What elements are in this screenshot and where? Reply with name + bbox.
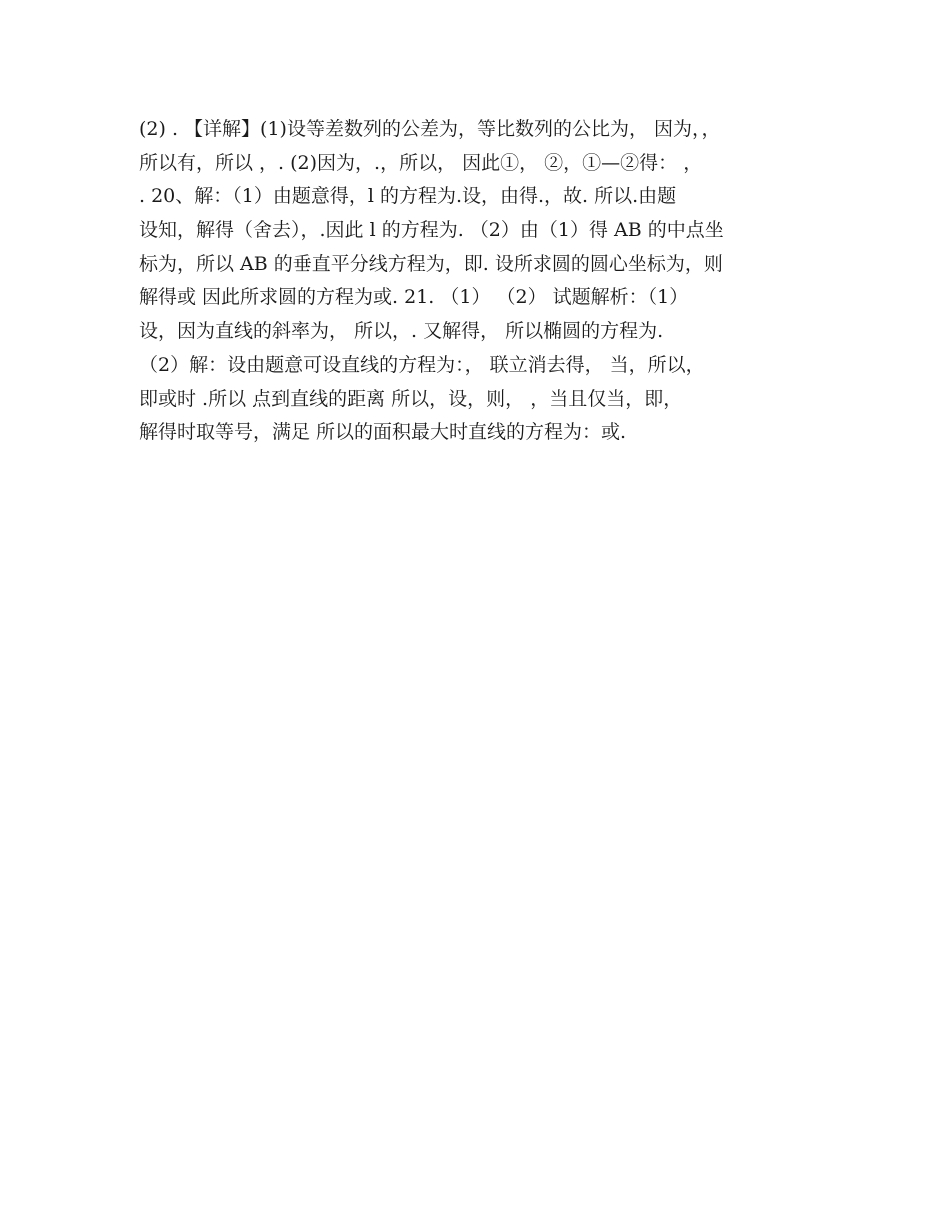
solution-text	[139, 113, 829, 450]
text-line-8: （2）解：设由题意可设直线的方程为：， 联立消去得， 当，所以，	[139, 353, 705, 376]
text-line-6: 解得或 因此所求圆的方程为或. 21. （1） （2） 试题解析：（1）	[139, 286, 689, 309]
text-line-10: 解得时取等号，满足 所以的面积最大时直线的方程为：或.	[139, 421, 627, 444]
text-line-3: . 20、解：（1）由题意得，l 的方程为.设，由得.，故. 所以.由题	[139, 185, 677, 208]
text-line-5: 标为，所以 AB 的垂直平分线方程为，即. 设所求圆的圆心坐标为，则	[139, 252, 723, 275]
text-line-4: 设知，解得（舍去），.因此 l 的方程为. （2）由（1）得 AB 的中点坐	[139, 219, 724, 242]
text-line-1: (2) . 【详解】(1)设等差数列的公差为，等比数列的公比为， 因为，，	[139, 118, 721, 140]
text-line-2: 所以有，所以 ，. (2)因为，.，所以， 因此①， ②，①—②得： ，	[139, 151, 703, 174]
text-line-7: 设，因为直线的斜率为， 所以，. 又解得， 所以椭圆的方程为.	[139, 320, 664, 343]
text-line-9: 即或时 .所以 点到直线的距离 所以，设，则， ，当且仅当，即，	[139, 387, 683, 410]
